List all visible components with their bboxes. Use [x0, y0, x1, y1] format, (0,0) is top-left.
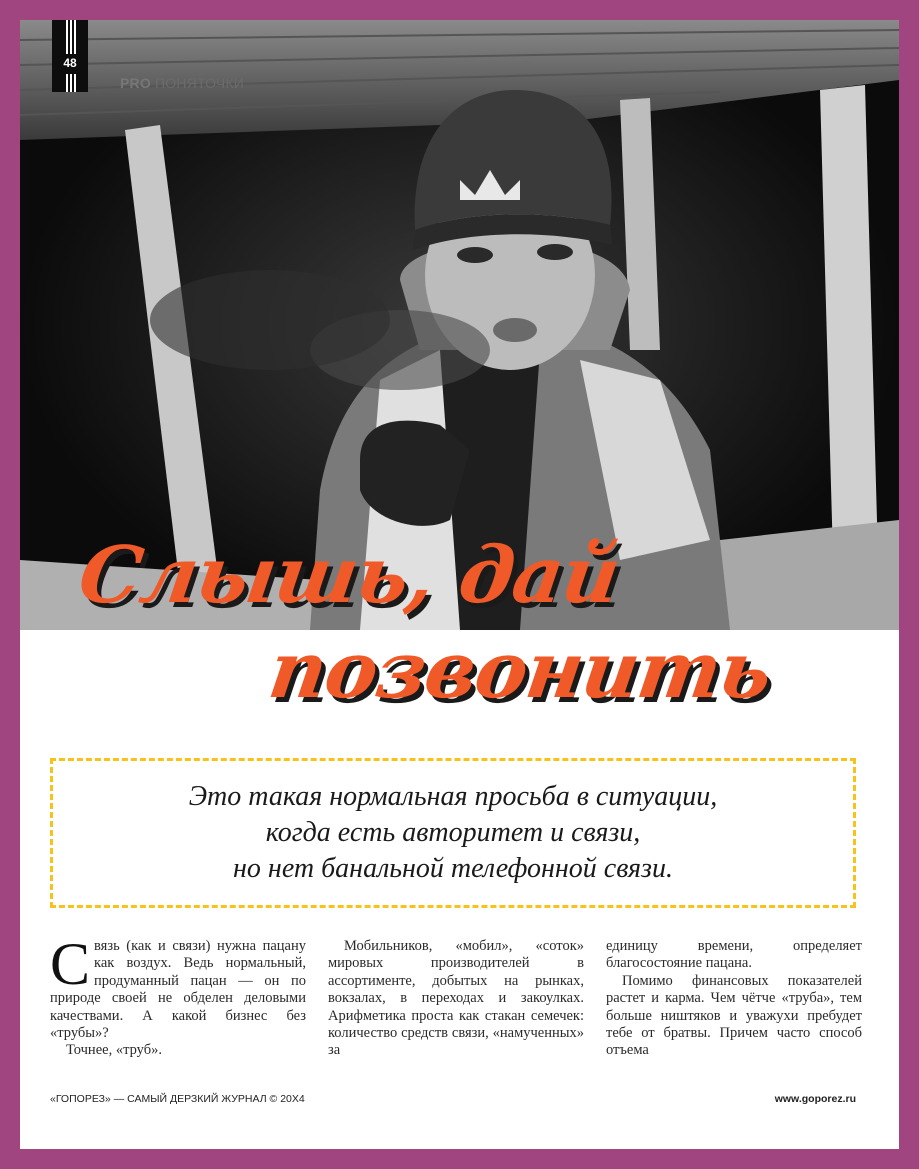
- column-3-paragraph-1: единицу времени, определяет благосостояние пацана.: [606, 938, 862, 972]
- footer-website-link[interactable]: www.goporez.ru: [774, 1093, 856, 1105]
- column-1-paragraph-1: [50, 931, 306, 1042]
- column-3-paragraph-2: Помимо финансовых показателей растет и карма. Чем чётче «труба», тем больше ништяков и уважухи пребудет тебе от братвы. Причем часто способ отъема: [606, 972, 862, 1059]
- column-2-paragraph-1: Мобильников, «мобил», «соток» мировых производителей в ассортименте, добытых на рынках, вокзалах, в переходах и закоулках. Арифметика проста как стакан семечек: количество средств связи, «намученных» за: [328, 938, 584, 1059]
- column-2: [328, 938, 584, 1060]
- magazine-page: [20, 20, 899, 1149]
- section-label: [120, 75, 244, 91]
- lead-text: [189, 779, 718, 886]
- column-1-paragraph-2: Точнее, «труб».: [66, 1042, 162, 1059]
- lead-line-1: Это такая нормальная просьба в ситуации,: [188, 781, 718, 813]
- lead-line-2: когда есть авторитет и связи,: [265, 817, 641, 849]
- footer-copyright: «ГОПОРЕЗ» — САМЫЙ ДЕРЗКИЙ ЖУРНАЛ © 20X4: [50, 1093, 305, 1105]
- section-label-rest: ПОНЯТОЧКИ: [150, 75, 245, 91]
- headline-line-2: позвонить: [263, 625, 777, 716]
- lead-box: [50, 758, 856, 908]
- page-number-tab: [52, 20, 88, 92]
- column-3: [606, 938, 862, 1060]
- headline-line-1: Слышь, дай: [73, 530, 625, 621]
- column-1-paragraph-1-text: вязь (как и связи) нужна пацану как воздух. Ведь нормальный, продуманный пацан — он по природе своей не обделен деловыми качествами. А какой бизнес без «трубы»?: [50, 938, 306, 1041]
- column-1: [50, 931, 306, 1060]
- headline: [20, 520, 899, 750]
- section-label-bold: PRO: [120, 75, 151, 91]
- lead-line-3: но нет банальной телефонной связи.: [233, 852, 673, 884]
- article-body: [50, 931, 862, 1068]
- page-footer: [50, 1093, 856, 1105]
- page-number: 48: [63, 56, 77, 70]
- drop-cap: С: [50, 931, 91, 997]
